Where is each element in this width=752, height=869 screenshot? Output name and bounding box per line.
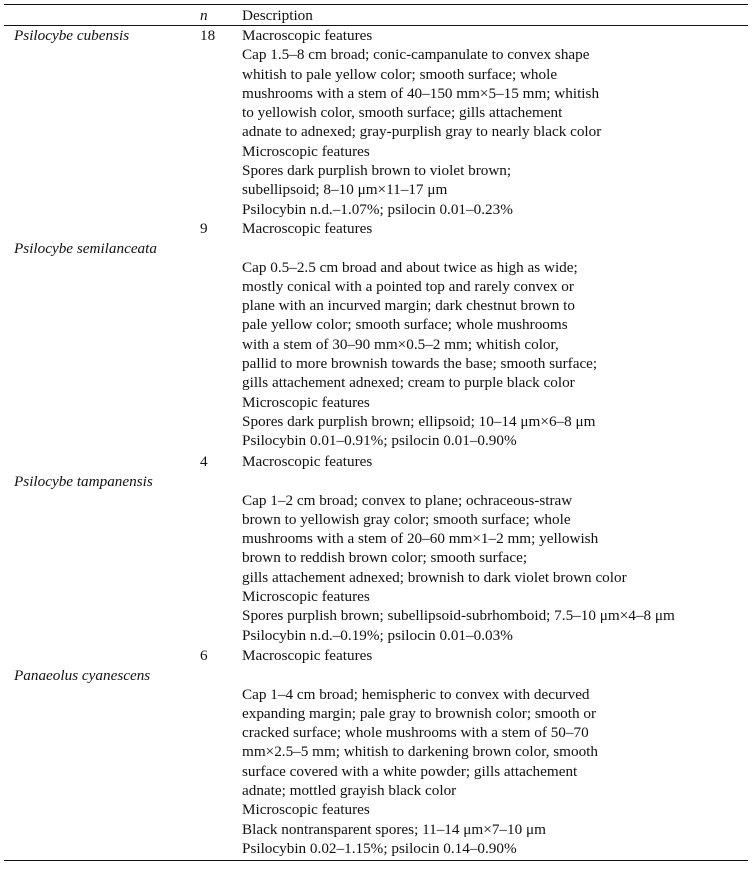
sample-count-semilanceata: 9 xyxy=(200,220,208,237)
description-line xyxy=(242,238,750,257)
sample-count-cyanescens: 6 xyxy=(200,647,208,664)
description-line: Cap 1–4 cm broad; hemispheric to convex with decurved xyxy=(242,685,590,703)
description-line xyxy=(242,665,750,684)
sample-count-cubensis: 18 xyxy=(200,27,216,44)
description-line: Macroscopic features xyxy=(242,27,373,44)
description-line: adnate; mottled grayish black color xyxy=(242,782,457,800)
description-line: Cap 1.5–8 cm broad; conic-campanulate to convex shape xyxy=(242,46,590,64)
description-line: with a stem of 30–90 mm×0.5–2 mm; whitish color, xyxy=(242,335,559,353)
description-line: plane with an incurved margin; dark chestnut brown to xyxy=(242,297,575,315)
description-line: pallid to more brownish towards the base; smooth surface; xyxy=(242,355,598,373)
description-cyanescens xyxy=(242,646,750,858)
description-line: Microscopic features xyxy=(242,142,370,160)
description-line: Spores purplish brown; subellipsoid-subrhomboid; 7.5–10 μm×4–8 μm xyxy=(242,607,675,625)
species-name-tampanensis: Psilocybe tampanensis xyxy=(14,473,153,490)
header-n: n xyxy=(200,7,208,24)
description-line: adnate to adnexed; gray-purplish gray to nearly black color xyxy=(242,123,602,141)
description-line: Macroscopic features xyxy=(242,220,373,237)
description-line xyxy=(242,471,750,490)
sample-count-tampanensis: 4 xyxy=(200,453,208,470)
description-line: mushrooms with a stem of 20–60 mm×1–2 mm; yellowish xyxy=(242,530,599,548)
description-line: whitish to pale yellow color; smooth surface; whole xyxy=(242,65,558,83)
description-line: brown to reddish brown color; smooth surface; xyxy=(242,549,528,567)
description-line: Microscopic features xyxy=(242,801,370,819)
description-line: pale yellow color; smooth surface; whole mushrooms xyxy=(242,316,568,334)
description-line: subellipsoid; 8–10 μm×11–17 μm xyxy=(242,181,448,199)
description-line: mushrooms with a stem of 40–150 mm×5–15 mm; whitish xyxy=(242,84,600,102)
description-line: Psilocybin 0.01–0.91%; psilocin 0.01–0.90% xyxy=(242,432,517,450)
description-line: Psilocybin 0.02–1.15%; psilocin 0.14–0.90% xyxy=(242,839,517,857)
description-semilanceata xyxy=(242,219,750,451)
description-line: Microscopic features xyxy=(242,393,370,411)
description-line: surface covered with a white powder; gills attachement xyxy=(242,762,578,780)
header-description: Description xyxy=(242,7,313,24)
description-line: Microscopic features xyxy=(242,588,370,606)
description-line: Psilocybin n.d.–0.19%; psilocin 0.01–0.03% xyxy=(242,626,513,644)
description-cubensis xyxy=(242,26,750,219)
description-line: gills attachement adnexed; cream to purple black color xyxy=(242,374,575,392)
description-line: gills attachement adnexed; brownish to dark violet brown color xyxy=(242,568,627,586)
description-line: mm×2.5–5 mm; whitish to darkening brown color, smooth xyxy=(242,743,598,761)
table-top-rule xyxy=(4,4,748,5)
description-line: to yellowish color, smooth surface; gills attachement xyxy=(242,104,563,122)
description-line: Psilocybin n.d.–1.07%; psilocin 0.01–0.23% xyxy=(242,200,513,218)
description-line: cracked surface; whole mushrooms with a stem of 50–70 xyxy=(242,724,589,742)
species-name-cyanescens: Panaeolus cyanescens xyxy=(14,667,151,684)
species-name-cubensis: Psilocybe cubensis xyxy=(14,27,130,44)
description-line: brown to yellowish gray color; smooth surface; whole xyxy=(242,510,571,528)
description-line: Cap 1–2 cm broad; convex to plane; ochraceous-straw xyxy=(242,491,573,509)
table-bottom-rule xyxy=(4,860,748,861)
description-line: mostly conical with a pointed top and rarely convex or xyxy=(242,277,574,295)
description-line: Macroscopic features xyxy=(242,453,373,470)
description-line: Spores dark purplish brown; ellipsoid; 10–14 μm×6–8 μm xyxy=(242,412,596,430)
description-line: expanding margin; pale gray to brownish color; smooth or xyxy=(242,704,597,722)
description-line: Spores dark purplish brown to violet brown; xyxy=(242,162,512,180)
description-line: Cap 0.5–2.5 cm broad and about twice as high as wide; xyxy=(242,258,578,276)
description-line: Black nontransparent spores; 11–14 μm×7–10 μm xyxy=(242,820,546,838)
description-tampanensis xyxy=(242,452,750,645)
description-line: Macroscopic features xyxy=(242,647,373,664)
species-name-semilanceata: Psilocybe semilanceata xyxy=(14,240,157,257)
